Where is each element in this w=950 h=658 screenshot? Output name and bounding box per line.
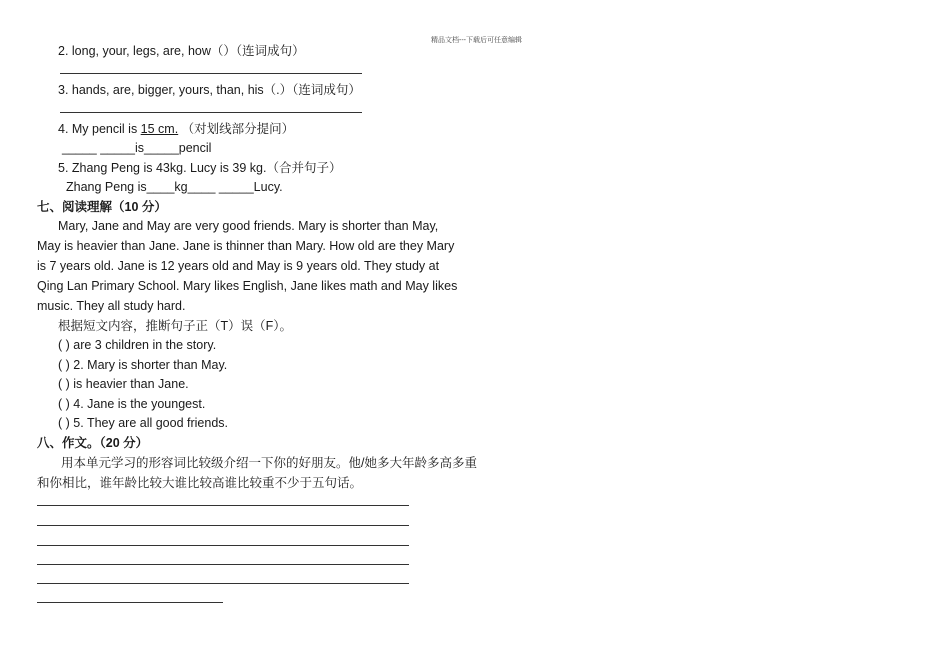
writing-line [37,545,409,546]
question-3: 3. hands, are, bigger, yours, than, his（.）（连词成句） [58,83,361,97]
writing-line [37,505,409,506]
passage-line: Mary, Jane and May are very good friends. Mary is shorter than May, [58,219,439,233]
tf-item: ( ) is heavier than Jane. [58,377,189,391]
writing-line [37,583,409,584]
writing-line [37,602,223,603]
passage-line: music. They all study hard. [37,299,186,313]
passage-line: Qing Lan Primary School. Mary likes English, Jane likes math and May likes [37,279,458,293]
writing-line [37,564,409,565]
question-5-answer: Zhang Peng is____kg____ _____Lucy. [66,180,283,194]
passage-line: May is heavier than Jane. Jane is thinner than Mary. How old are they Mary [37,239,455,253]
watermark: 精品文档---下载后可任意编辑 [431,37,522,44]
instruction: 根据短文内容，推断句子正（T）误（F）。 [58,319,293,333]
answer-line-q3 [60,112,362,113]
tf-item: ( ) 4. Jane is the youngest. [58,397,206,411]
essay-instruction: 和你相比，谁年龄比较大谁比较高谁比较重不少于五句话。 [37,476,363,490]
question-5: 5. Zhang Peng is 43kg. Lucy is 39 kg.（合并句子） [58,161,342,175]
question-4-answer: _____ _____is_____pencil [62,141,212,155]
essay-instruction: 用本单元学习的形容词比较级介绍一下你的好朋友。他/她多大年龄多高多重 [61,456,477,470]
tf-item: ( ) 5. They are all good friends. [58,416,228,430]
answer-line-q2 [60,73,362,74]
writing-line [37,525,409,526]
question-2: 2. long, your, legs, are, how（）（连词成句） [58,44,305,58]
passage-line: is 7 years old. Jane is 12 years old and May is 9 years old. They study at [37,259,440,273]
section-8-title: 八、作文。（20 分） [37,436,149,450]
tf-item: ( ) are 3 children in the story. [58,338,217,352]
tf-item: ( ) 2. Mary is shorter than May. [58,358,228,372]
question-4: 4. My pencil is 15 cm. （对划线部分提问） [58,122,295,136]
section-7-title: 七、阅读理解（10 分） [37,200,167,214]
underlined-phrase: 15 cm. [140,122,179,136]
